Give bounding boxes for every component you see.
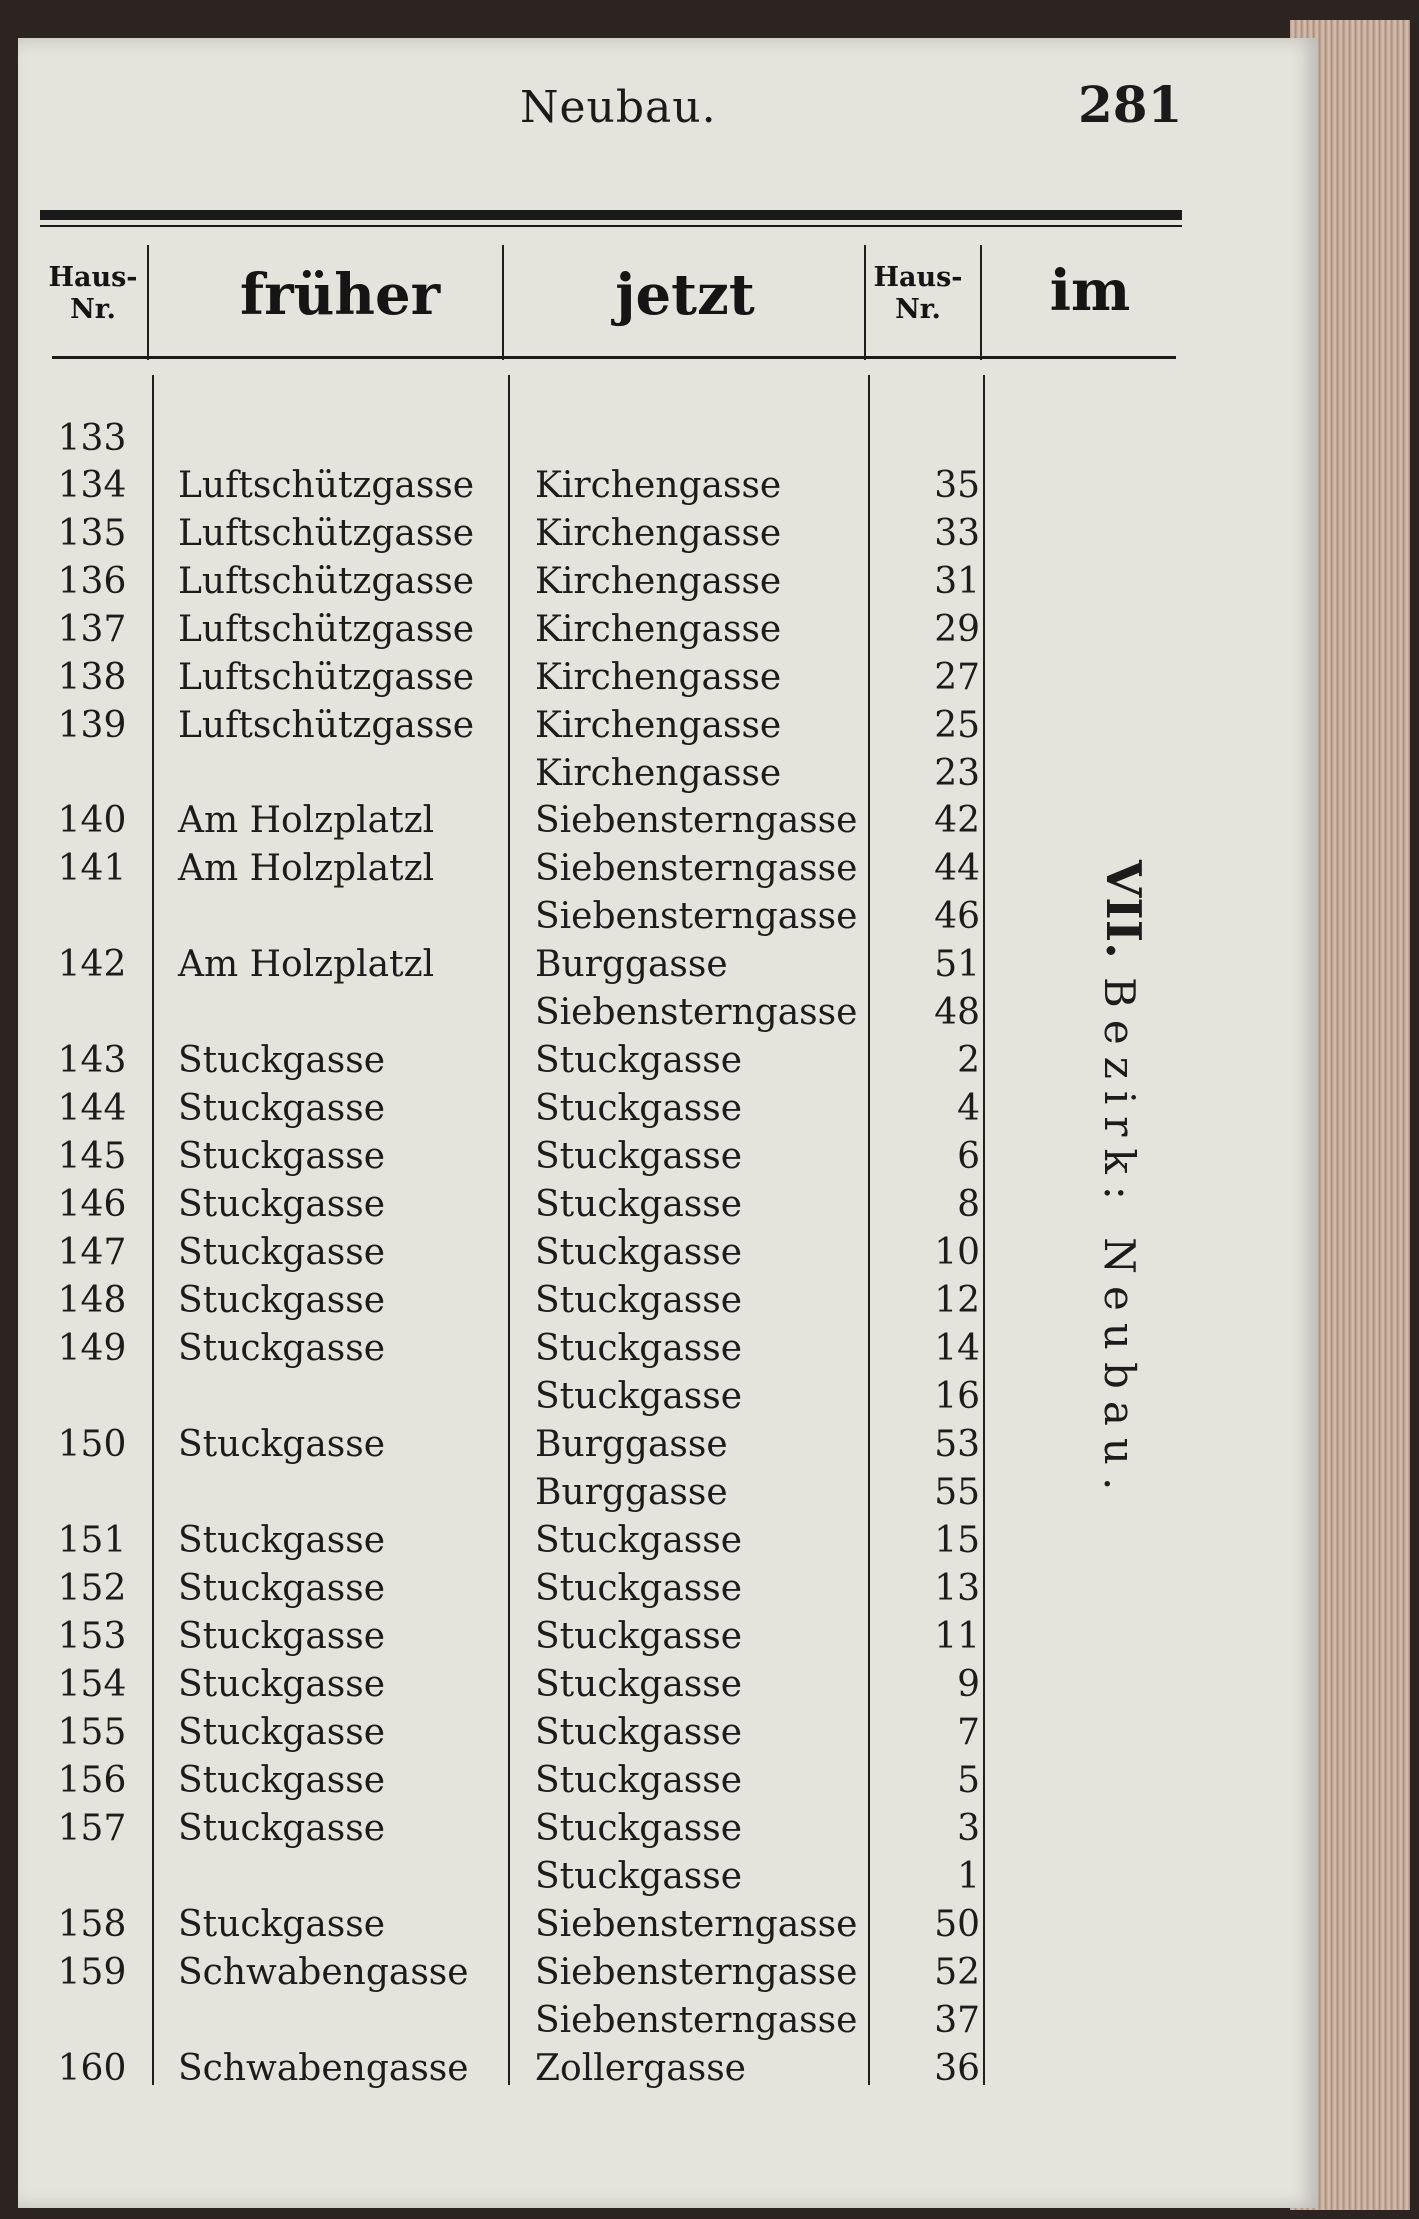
current-street: Stuckgasse: [535, 1520, 743, 1561]
new-house-number: 35: [934, 465, 980, 506]
col-header-new-house-no: [868, 262, 968, 326]
current-street: Stuckgasse: [535, 1664, 743, 1705]
new-house-number: 15: [934, 1520, 980, 1561]
house-number: 135: [57, 513, 127, 554]
earlier-street: Am Holzplatzl: [178, 848, 435, 889]
divider: [980, 245, 982, 360]
house-number: 141: [57, 848, 127, 889]
current-street: Stuckgasse: [535, 1136, 743, 1177]
current-street: Kirchengasse: [535, 561, 782, 602]
divider: [864, 245, 866, 360]
current-street: Stuckgasse: [535, 1856, 743, 1897]
new-house-number: 55: [934, 1472, 980, 1513]
new-house-number: 27: [934, 657, 980, 698]
house-number: 155: [57, 1712, 127, 1753]
current-street: Stuckgasse: [535, 1328, 743, 1369]
district-number: VII.: [1095, 860, 1151, 959]
divider: [147, 245, 149, 360]
current-street: Stuckgasse: [535, 1616, 743, 1657]
new-house-number: 23: [934, 753, 980, 794]
earlier-street: Stuckgasse: [178, 1904, 386, 1945]
new-house-number: 44: [934, 848, 980, 889]
earlier-street: Luftschützgasse: [178, 609, 475, 650]
col-header-new-house-no-line2: Nr.: [895, 294, 941, 325]
earlier-street: Schwabengasse: [178, 2048, 469, 2089]
current-street: Siebensterngasse: [535, 896, 858, 937]
house-number: 133: [57, 418, 127, 459]
current-street: Siebensterngasse: [535, 992, 858, 1033]
current-street: Kirchengasse: [535, 513, 782, 554]
house-number: 158: [57, 1904, 127, 1945]
header-bottom-rule: [52, 356, 1176, 359]
current-street: Siebensterngasse: [535, 800, 858, 841]
current-street: Stuckgasse: [535, 1232, 743, 1273]
house-number: 136: [57, 561, 127, 602]
house-number: 134: [57, 465, 127, 506]
new-house-number: 53: [934, 1424, 980, 1465]
new-house-number: 2: [957, 1040, 980, 1081]
house-number: 142: [57, 944, 127, 985]
new-house-number: 48: [934, 992, 980, 1033]
header-rule: [40, 210, 1182, 220]
page-title: Neubau.: [520, 82, 717, 133]
current-street: Stuckgasse: [535, 1568, 743, 1609]
current-street: Siebensterngasse: [535, 2000, 858, 2041]
new-house-number: 29: [934, 609, 980, 650]
current-street: Kirchengasse: [535, 753, 782, 794]
house-number: 160: [57, 2048, 127, 2089]
earlier-street: Stuckgasse: [178, 1328, 386, 1369]
current-street: Stuckgasse: [535, 1808, 743, 1849]
earlier-street: Stuckgasse: [178, 1616, 386, 1657]
house-number: 154: [57, 1664, 127, 1705]
current-street: Siebensterngasse: [535, 848, 858, 889]
new-house-number: 7: [957, 1712, 980, 1753]
house-number: 139: [57, 705, 127, 746]
earlier-street: Luftschützgasse: [178, 561, 475, 602]
divider: [502, 245, 504, 360]
current-street: Siebensterngasse: [535, 1904, 858, 1945]
new-house-number: 9: [957, 1664, 980, 1705]
earlier-street: Stuckgasse: [178, 1808, 386, 1849]
new-house-number: 6: [957, 1136, 980, 1177]
col-header-earlier: früher: [240, 262, 441, 328]
current-street: Stuckgasse: [535, 1280, 743, 1321]
house-number: 150: [57, 1424, 127, 1465]
earlier-street: Stuckgasse: [178, 1040, 386, 1081]
earlier-street: Stuckgasse: [178, 1712, 386, 1753]
current-street: Burggasse: [535, 1472, 728, 1513]
house-number: 147: [57, 1232, 127, 1273]
house-number: 143: [57, 1040, 127, 1081]
current-street: Kirchengasse: [535, 465, 782, 506]
current-street: Zollergasse: [535, 2048, 746, 2089]
earlier-street: Stuckgasse: [178, 1760, 386, 1801]
current-street: Stuckgasse: [535, 1184, 743, 1225]
new-house-number: 46: [934, 896, 980, 937]
new-house-number: 12: [934, 1280, 980, 1321]
house-number: 157: [57, 1808, 127, 1849]
new-house-number: 1: [957, 1856, 980, 1897]
house-number: 152: [57, 1568, 127, 1609]
current-street: Kirchengasse: [535, 657, 782, 698]
house-number: 148: [57, 1280, 127, 1321]
divider: [983, 375, 985, 2085]
divider: [152, 375, 154, 2085]
district-label: Bezirk: Neubau.: [1095, 976, 1144, 1503]
col-header-house-no-line2: Nr.: [70, 294, 116, 325]
current-street: Stuckgasse: [535, 1760, 743, 1801]
header-rule-thin: [40, 225, 1182, 227]
current-street: Kirchengasse: [535, 705, 782, 746]
col-header-in: im: [1049, 258, 1131, 324]
new-house-number: 3: [957, 1808, 980, 1849]
earlier-street: Schwabengasse: [178, 1952, 469, 1993]
earlier-street: Luftschützgasse: [178, 657, 475, 698]
new-house-number: 33: [934, 513, 980, 554]
new-house-number: 16: [934, 1376, 980, 1417]
current-street: Stuckgasse: [535, 1088, 743, 1129]
current-street: Siebensterngasse: [535, 1952, 858, 1993]
house-number: 144: [57, 1088, 127, 1129]
house-number: 156: [57, 1760, 127, 1801]
new-house-number: 5: [957, 1760, 980, 1801]
col-header-new-house-no-line1: Haus-: [873, 262, 963, 293]
earlier-street: Stuckgasse: [178, 1664, 386, 1705]
new-house-number: 13: [934, 1568, 980, 1609]
new-house-number: 36: [934, 2048, 980, 2089]
current-street: Burggasse: [535, 944, 728, 985]
page-number: 281: [1078, 75, 1183, 134]
earlier-street: Am Holzplatzl: [178, 944, 435, 985]
new-house-number: 37: [934, 2000, 980, 2041]
current-street: Kirchengasse: [535, 609, 782, 650]
house-number: 153: [57, 1616, 127, 1657]
new-house-number: 8: [957, 1184, 980, 1225]
new-house-number: 52: [934, 1952, 980, 1993]
current-street: Stuckgasse: [535, 1040, 743, 1081]
new-house-number: 50: [934, 1904, 980, 1945]
new-house-number: 4: [957, 1088, 980, 1129]
current-street: Burggasse: [535, 1424, 728, 1465]
divider: [508, 375, 510, 2085]
new-house-number: 25: [934, 705, 980, 746]
col-header-house-no: [48, 262, 138, 326]
new-house-number: 11: [934, 1616, 980, 1657]
current-street: Stuckgasse: [535, 1712, 743, 1753]
earlier-street: Stuckgasse: [178, 1424, 386, 1465]
earlier-street: Stuckgasse: [178, 1184, 386, 1225]
house-number: 159: [57, 1952, 127, 1993]
earlier-street: Stuckgasse: [178, 1568, 386, 1609]
earlier-street: Stuckgasse: [178, 1136, 386, 1177]
new-house-number: 31: [934, 561, 980, 602]
house-number: 146: [57, 1184, 127, 1225]
earlier-street: Stuckgasse: [178, 1520, 386, 1561]
new-house-number: 10: [934, 1232, 980, 1273]
house-number: 145: [57, 1136, 127, 1177]
col-header-house-no-line1: Haus-: [48, 262, 138, 293]
earlier-street: Stuckgasse: [178, 1088, 386, 1129]
side-label: [1095, 860, 1165, 1502]
house-number: 140: [57, 800, 127, 841]
house-number: 149: [57, 1328, 127, 1369]
earlier-street: Stuckgasse: [178, 1280, 386, 1321]
house-number: 137: [57, 609, 127, 650]
new-house-number: 14: [934, 1328, 980, 1369]
earlier-street: Am Holzplatzl: [178, 800, 435, 841]
new-house-number: 51: [934, 944, 980, 985]
col-header-now: jetzt: [615, 262, 755, 328]
new-house-number: 42: [934, 800, 980, 841]
current-street: Stuckgasse: [535, 1376, 743, 1417]
earlier-street: Stuckgasse: [178, 1232, 386, 1273]
earlier-street: Luftschützgasse: [178, 705, 475, 746]
earlier-street: Luftschützgasse: [178, 513, 475, 554]
earlier-street: Luftschützgasse: [178, 465, 475, 506]
house-number: 138: [57, 657, 127, 698]
house-number: 151: [57, 1520, 127, 1561]
